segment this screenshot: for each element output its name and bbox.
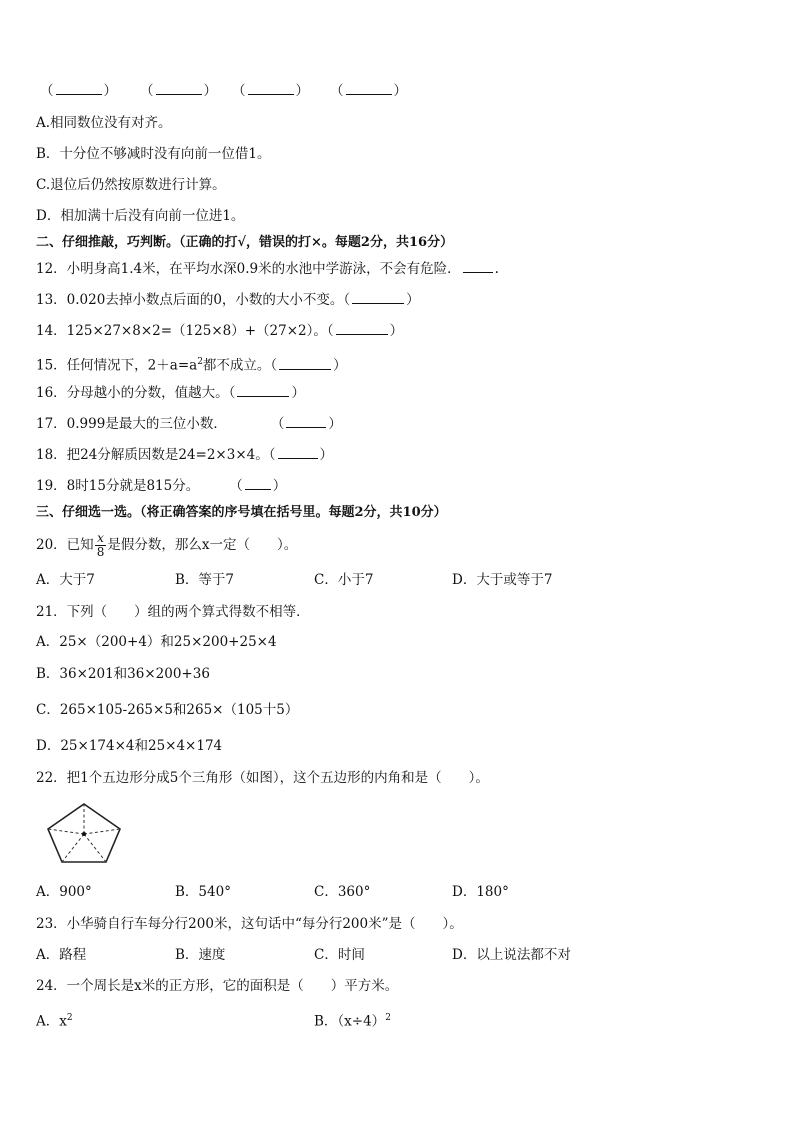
q11-option-d: D．相加满十后没有向前一位进1。	[36, 208, 245, 224]
q23-option-b: B．速度	[175, 947, 226, 963]
judge-13: 13．0.020去掉小数点后面的0，小数的大小不变。（ ）	[36, 292, 420, 308]
judge-17: 17．0.999是最大的三位小数． （ ）	[36, 416, 342, 432]
q23-stem: 23．小华骑自行车每分行200米，这句话中“每分行200米”是（ ）。	[36, 916, 463, 932]
answer-blank[interactable]	[279, 357, 331, 370]
q23-option-a: A．路程	[36, 947, 87, 963]
pentagon-dashed-line	[84, 834, 106, 862]
answer-blank[interactable]	[286, 415, 326, 428]
section-2-title: 二、仔细推敲，巧判断。（正确的打√，错误的打×。每题2分，共16分）	[36, 235, 454, 250]
q21-option-d: D．25×174×4和25×4×174	[36, 738, 223, 754]
q20-stem: 20．已知 $\frac{x}{8}$ 是假分数，那么x一定（ ）。	[36, 531, 298, 559]
judge-14: 14．125×27×8×2=（125×8）+（27×2）。（ ）	[36, 323, 404, 339]
q23-option-d: D．以上说法都不对	[452, 947, 571, 963]
pentagon-dashed-line	[62, 834, 84, 862]
answer-blank-2[interactable]: （ ）	[140, 83, 217, 99]
answer-blank[interactable]	[463, 260, 493, 273]
q21-stem: 21．下列（ ）组的两个算式得数不相等．	[36, 604, 310, 620]
judge-19: 19．8时15分就是815分。 （ ）	[36, 478, 287, 494]
section-3-title: 三、仔细选一选。（将正确答案的序号填在括号里。每题2分，共10分）	[36, 505, 447, 520]
q24-option-b: B．$(x\div 4)^2$	[314, 1013, 391, 1030]
judge-16: 16．分母越小的分数，值越大。（ ）	[36, 385, 305, 401]
answer-blank[interactable]	[278, 446, 318, 459]
q22-stem: 22．把1个五边形分成5个三角形（如图），这个五边形的内角和是（ ）。	[36, 770, 489, 786]
pentagon-dashed-line	[48, 829, 84, 834]
q11-option-a: A.相同数位没有对齐。	[36, 115, 172, 131]
q11-option-c: C.退位后仍然按原数进行计算。	[36, 177, 226, 193]
q24-stem: 24．一个周长是x米的正方形，它的面积是（ ）平方米。	[36, 978, 399, 994]
pentagon-dashed-line	[84, 829, 120, 834]
answer-blank-4[interactable]: （ ）	[330, 83, 407, 99]
q22-option-b: B．540°	[175, 884, 231, 900]
q24-option-a: A．$x^2$	[36, 1013, 73, 1030]
q21-option-b: B．36×201和36×200+36	[36, 666, 210, 682]
q20-option-a: A．大于7	[36, 572, 95, 588]
judge-15: 15．任何情况下，$2+a=a^2$都不成立。（ ）	[36, 357, 347, 374]
pentagon-center-dot	[82, 832, 86, 836]
judge-18: 18．把24分解质因数是24=2×3×4。（ ）	[36, 447, 333, 463]
q21-option-a: A．25×（200+4）和25×200+25×4	[36, 634, 277, 650]
answer-blank[interactable]	[352, 291, 404, 304]
q22-option-a: A．900°	[36, 884, 92, 900]
pentagon-figure	[44, 801, 124, 865]
q11-option-b: B．十分位不够减时没有向前一位借1。	[36, 146, 271, 162]
q20-option-b: B．等于7	[175, 572, 235, 588]
fraction: $\frac{x}{8}$	[96, 531, 105, 559]
q23-option-c: C．时间	[314, 947, 365, 963]
answer-blank[interactable]	[237, 384, 289, 397]
q22-option-d: D．180°	[452, 884, 509, 900]
q21-option-c: C．265×105-265×5和265×（105十5）	[36, 702, 299, 718]
q20-option-d: D．大于或等于7	[452, 572, 553, 588]
q20-option-c: C．小于7	[314, 572, 374, 588]
judge-12: 12．小明身高1.4米，在平均水深0.9米的水池中学游泳，不会有危险． .	[36, 261, 499, 277]
answer-blank-1[interactable]: （ ）	[40, 83, 117, 99]
answer-blank-3[interactable]: （ ）	[232, 83, 309, 99]
answer-blank[interactable]	[336, 322, 388, 335]
q22-option-c: C．360°	[314, 884, 371, 900]
answer-blank[interactable]	[245, 477, 271, 490]
